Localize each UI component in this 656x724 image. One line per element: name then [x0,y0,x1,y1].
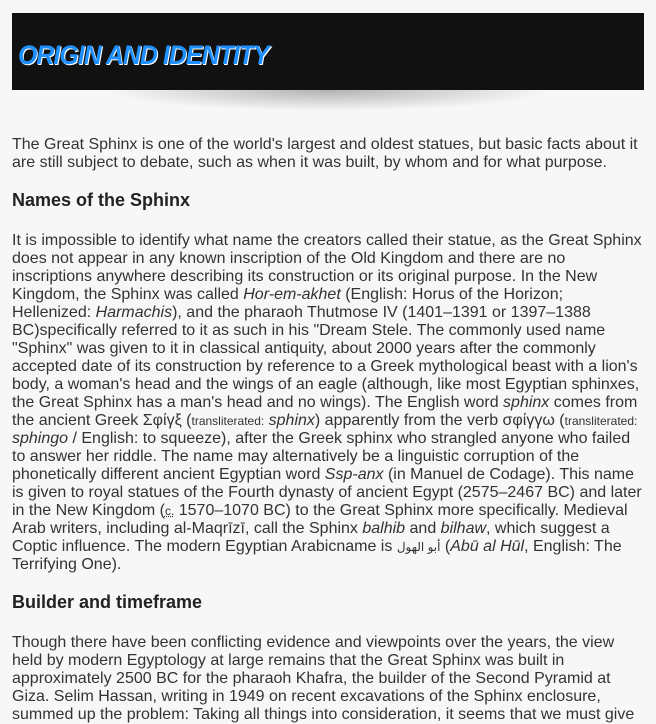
text-run: (English: Horus of the Horizon; Hellenized: [12,286,564,321]
italic-text: bilhaw [440,520,487,537]
text-run: / English: to squeeze), after the Greek sphinx who strangled anyone who failed to answer her riddle. The name may alternatively be a linguistic corruption of the phonetically different ancient Egyptian word [12,430,631,483]
article-content [12,136,646,724]
italic-text: sphinx [503,394,550,411]
small-text: c. [164,504,175,518]
text-run: Though there have been conflicting evidence and viewpoints over the years, the view held by modern Egyptology at large remains that the Great Sphinx was built in approximately 2500 BC for the pharaoh Khafra, the builder of the Second Pyramid at Giza. Selim Hassan, writing in 1949 on recent excavations of the Sphinx enclosure, summed up the problem: Taking all things into consideration, it seems that we must give [12,634,635,723]
text-run: The Great Sphinx is one of the world's largest and oldest statues, but basic facts about it are still subject to debate, such as when it was built, by whom and for what purpose. [12,136,638,171]
italic-text: Harmachis [95,304,173,321]
section-heading-names: Names of the Sphinx [12,190,191,210]
text-run: ( [440,538,451,555]
text-run: ) apparently from the verb σφίγγω ( [314,412,565,429]
text-run: comes from the ancient Greek Σφίγξ ( [12,394,638,429]
intro-paragraph [12,136,646,172]
text-run: and [405,520,441,537]
names-paragraph [12,232,646,574]
italic-text: balhib [362,520,406,537]
text-run: It is impossible to identify what name the creators called their statue, as the Great Sphinx does not appear in any known inscription of the Old Kingdom and there are no inscriptions anywhere describing its construction or its original purpose. In the New Kingdom, the Sphinx was called [12,232,642,303]
small-text: transliterated: [564,414,638,428]
builder-paragraph [12,634,646,724]
banner-title: ORIGIN AND IDENTITY [18,40,269,70]
italic-text: sphinx [268,412,315,429]
text-run: , which suggest a Coptic influence. The modern Egyptian Arabicname is [12,520,610,555]
section-heading-builder: Builder and timeframe [12,592,203,612]
small-text: transliterated: [191,414,265,428]
text-run: (in Manuel de Codage). This name is given to royal statues of the Fourth dynasty of ancient Egypt (2575–2467 BC) and later in the New Kingdom ( [12,466,642,519]
banner-shadow [12,90,644,120]
italic-text: sphingo [12,430,69,447]
italic-text: Abū al Hūl [450,538,525,555]
italic-text: Hor-em-akhet [243,286,341,303]
text-run: ), and the pharaoh Thutmose IV (1401–1391 or 1397–1388 BC)specifically referred to it as such in his "Dream Stele. The commonly used name "Sphinx" was given to it in classical antiquity, about 2000 years after the commonly accepted date of its construction by reference to a Greek mythological beast with a lion's body, a woman's head and the wings of an eagle (although, like most Egyptian sphinxes, the Great Sphinx has a man's head and no wings). The English word [12,304,640,411]
small-text: أبو الهول [396,540,441,554]
text-run: , English: The Terrifying One). [12,538,622,573]
italic-text: Ssp-anx [324,466,384,483]
text-run: 1570–1070 BC) to the Great Sphinx more specifically. Medieval Arab writers, including al-Maqrīzī, call the Sphinx [12,502,628,537]
